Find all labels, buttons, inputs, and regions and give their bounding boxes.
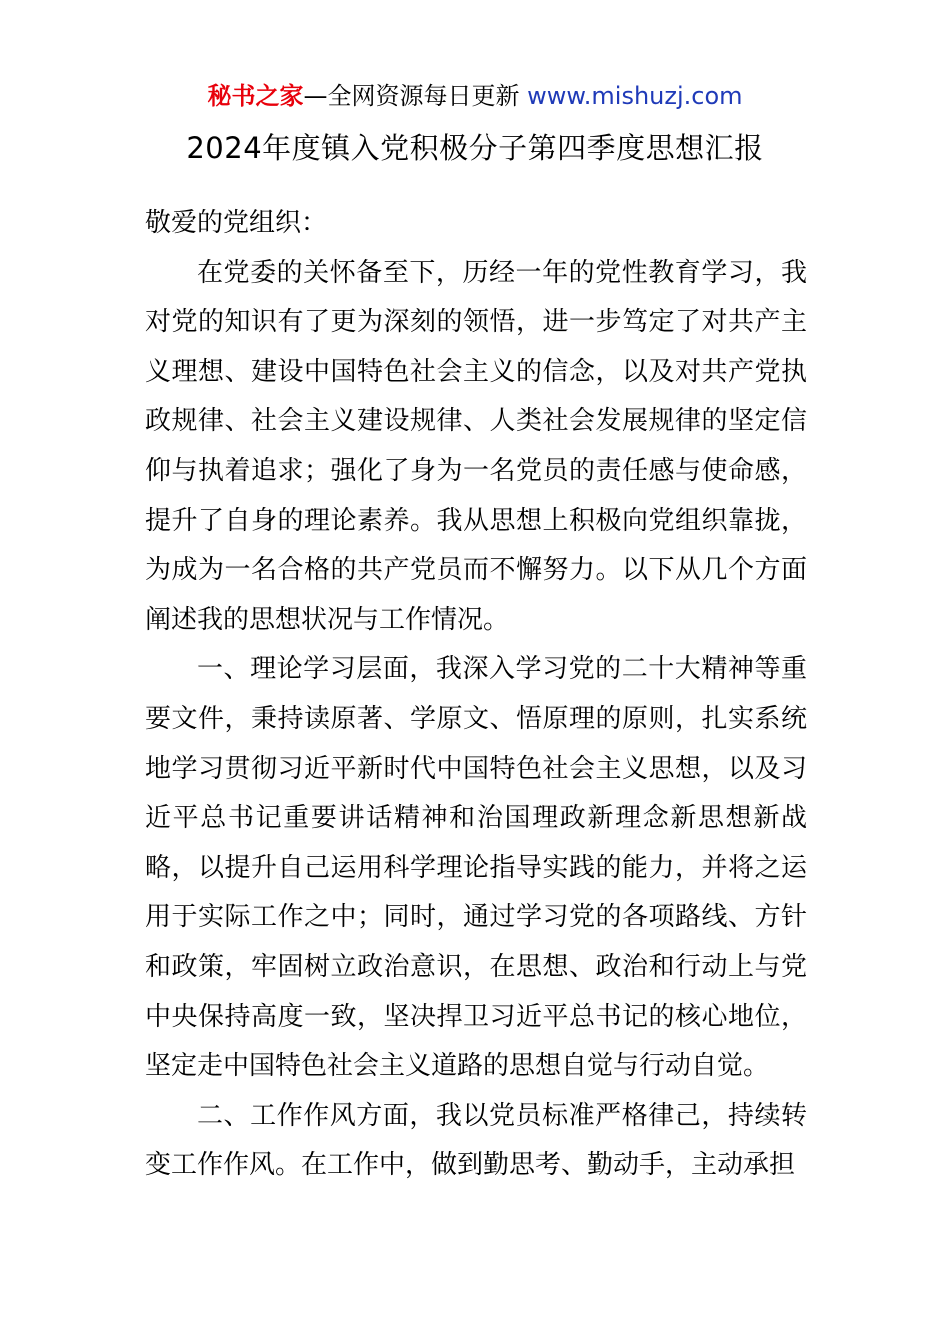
document-body bbox=[145, 199, 807, 1191]
brand-name: 秘书之家 bbox=[207, 82, 304, 110]
site-header bbox=[0, 80, 950, 112]
body-paragraph-theory: 一、理论学习层面，我深入学习党的二十大精神等重要文件，秉持读原著、学原文、悟原理的原则，扎实系统地学习贯彻习近平新时代中国特色社会主义思想，以及习近平总书记重要讲话精神和治国理政新理念新思想新战略，以提升自己运用科学理论指导实践的能力，并将之运用于实际工作之中；同时，通过学习党的各项路线、方针和政策，牢固树立政治意识，在思想、政治和行动上与党中央保持高度一致，坚决捍卫习近平总书记的核心地位，坚定走中国特色社会主义道路的思想自觉与行动自觉。 bbox=[145, 654, 807, 1082]
salutation: 敬爱的党组织： bbox=[145, 208, 328, 238]
document-title: 2024年度镇入党积极分子第四季度思想汇报 bbox=[186, 131, 764, 165]
site-url-link[interactable]: www.mishuzj.com bbox=[527, 82, 743, 110]
site-tagline: —全网资源每日更新 bbox=[303, 82, 520, 110]
body-paragraph-work-style: 二、工作作风方面，我以党员标准严格律己，持续转变工作作风。在工作中，做到勤思考、勤动手，主动承担 bbox=[145, 1100, 807, 1181]
body-paragraph-intro: 在党委的关怀备至下，历经一年的党性教育学习，我对党的知识有了更为深刻的领悟，进一步笃定了对共产主义理想、建设中国特色社会主义的信念，以及对共产党执政规律、社会主义建设规律、人类社会发展规律的坚定信仰与执着追求；强化了身为一名党员的责任感与使命感，提升了自身的理论素养。我从思想上积极向党组织靠拢，为成为一名合格的共产党员而不懈努力。以下从几个方面阐述我的思想状况与工作情况。 bbox=[145, 257, 807, 635]
